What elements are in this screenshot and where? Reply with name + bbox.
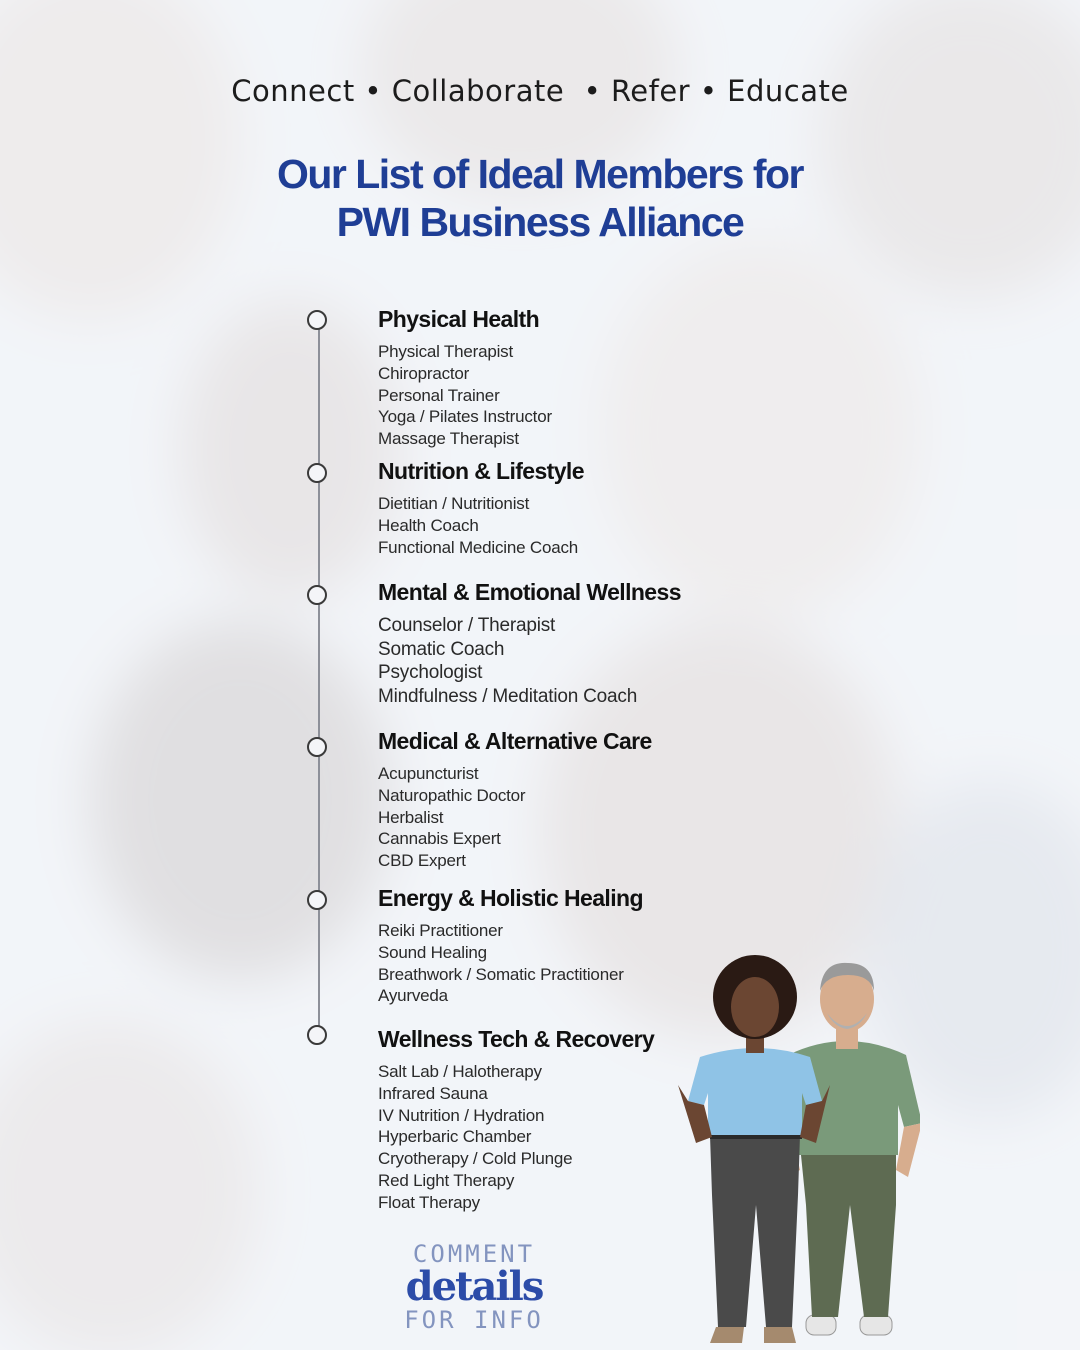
list-item: Functional Medicine Coach [378,537,579,557]
list-item: Float Therapy [378,1192,480,1212]
cta-top-text: COMMENT [412,1240,536,1268]
list-item: Cannabis Expert [378,829,501,849]
list-item: Massage Therapist [378,429,519,449]
section-medical-alternative-care [378,727,652,872]
list-item: Mindfulness / Meditation Coach [378,685,638,707]
list-item: Salt Lab / Halotherapy [378,1062,542,1081]
section-energy-holistic-healing [378,884,643,1007]
section-heading: Nutrition & Lifestyle [378,458,584,484]
section-heading: Mental & Emotional Wellness [378,579,681,605]
list-item: Breathwork / Somatic Practitioner [378,964,624,984]
list-item: Infrared Sauna [378,1083,488,1103]
title-line-1: Our List of Ideal Members for [276,151,804,197]
page-title [0,150,1080,246]
tagline: Connect • Collaborate • Refer • Educate [231,74,849,108]
timeline-node [307,890,327,910]
timeline-node [307,463,327,483]
timeline-node [307,310,327,330]
comment-cta [396,1240,552,1334]
list-item: Red Light Therapy [378,1170,515,1190]
list-item: Health Coach [378,515,479,535]
section-mental-emotional-wellness [378,578,681,708]
list-item: Chiropractor [378,363,470,383]
list-item: Herbalist [378,807,444,827]
section-wellness-tech-recovery [378,1025,654,1214]
list-item: Reiki Practitioner [378,921,503,940]
cta-bottom-text: FOR INFO [404,1306,544,1334]
list-item: Psychologist [378,662,483,684]
list-item: Dietitian / Nutritionist [378,494,530,513]
list-item: Counselor / Therapist [378,615,556,636]
cta-keyword: details [405,1263,543,1310]
list-item: Sound Healing [378,942,487,962]
title-line-2: PWI Business Alliance [336,199,744,245]
list-item: Acupuncturist [378,764,479,783]
timeline-node [307,585,327,605]
section-heading: Physical Health [378,306,540,332]
list-item: Yoga / Pilates Instructor [378,407,552,427]
list-item: Ayurveda [378,986,448,1006]
list-item: Cryotherapy / Cold Plunge [378,1149,573,1169]
section-heading: Wellness Tech & Recovery [378,1026,655,1052]
section-heading: Medical & Alternative Care [378,728,652,754]
section-nutrition-lifestyle [378,457,584,558]
list-item: CBD Expert [378,851,466,871]
list-item: Physical Therapist [378,342,513,361]
list-item: Naturopathic Doctor [378,785,526,805]
list-item: Personal Trainer [378,385,500,405]
two-people-illustration [660,955,920,1350]
timeline-node [307,737,327,757]
list-item: Hyperbaric Chamber [378,1127,532,1147]
list-item: IV Nutrition / Hydration [378,1105,545,1125]
section-heading: Energy & Holistic Healing [378,885,643,911]
section-physical-health [378,305,552,450]
list-item: Somatic Coach [378,638,505,660]
timeline-node [307,1025,327,1045]
timeline-line [318,320,320,1036]
